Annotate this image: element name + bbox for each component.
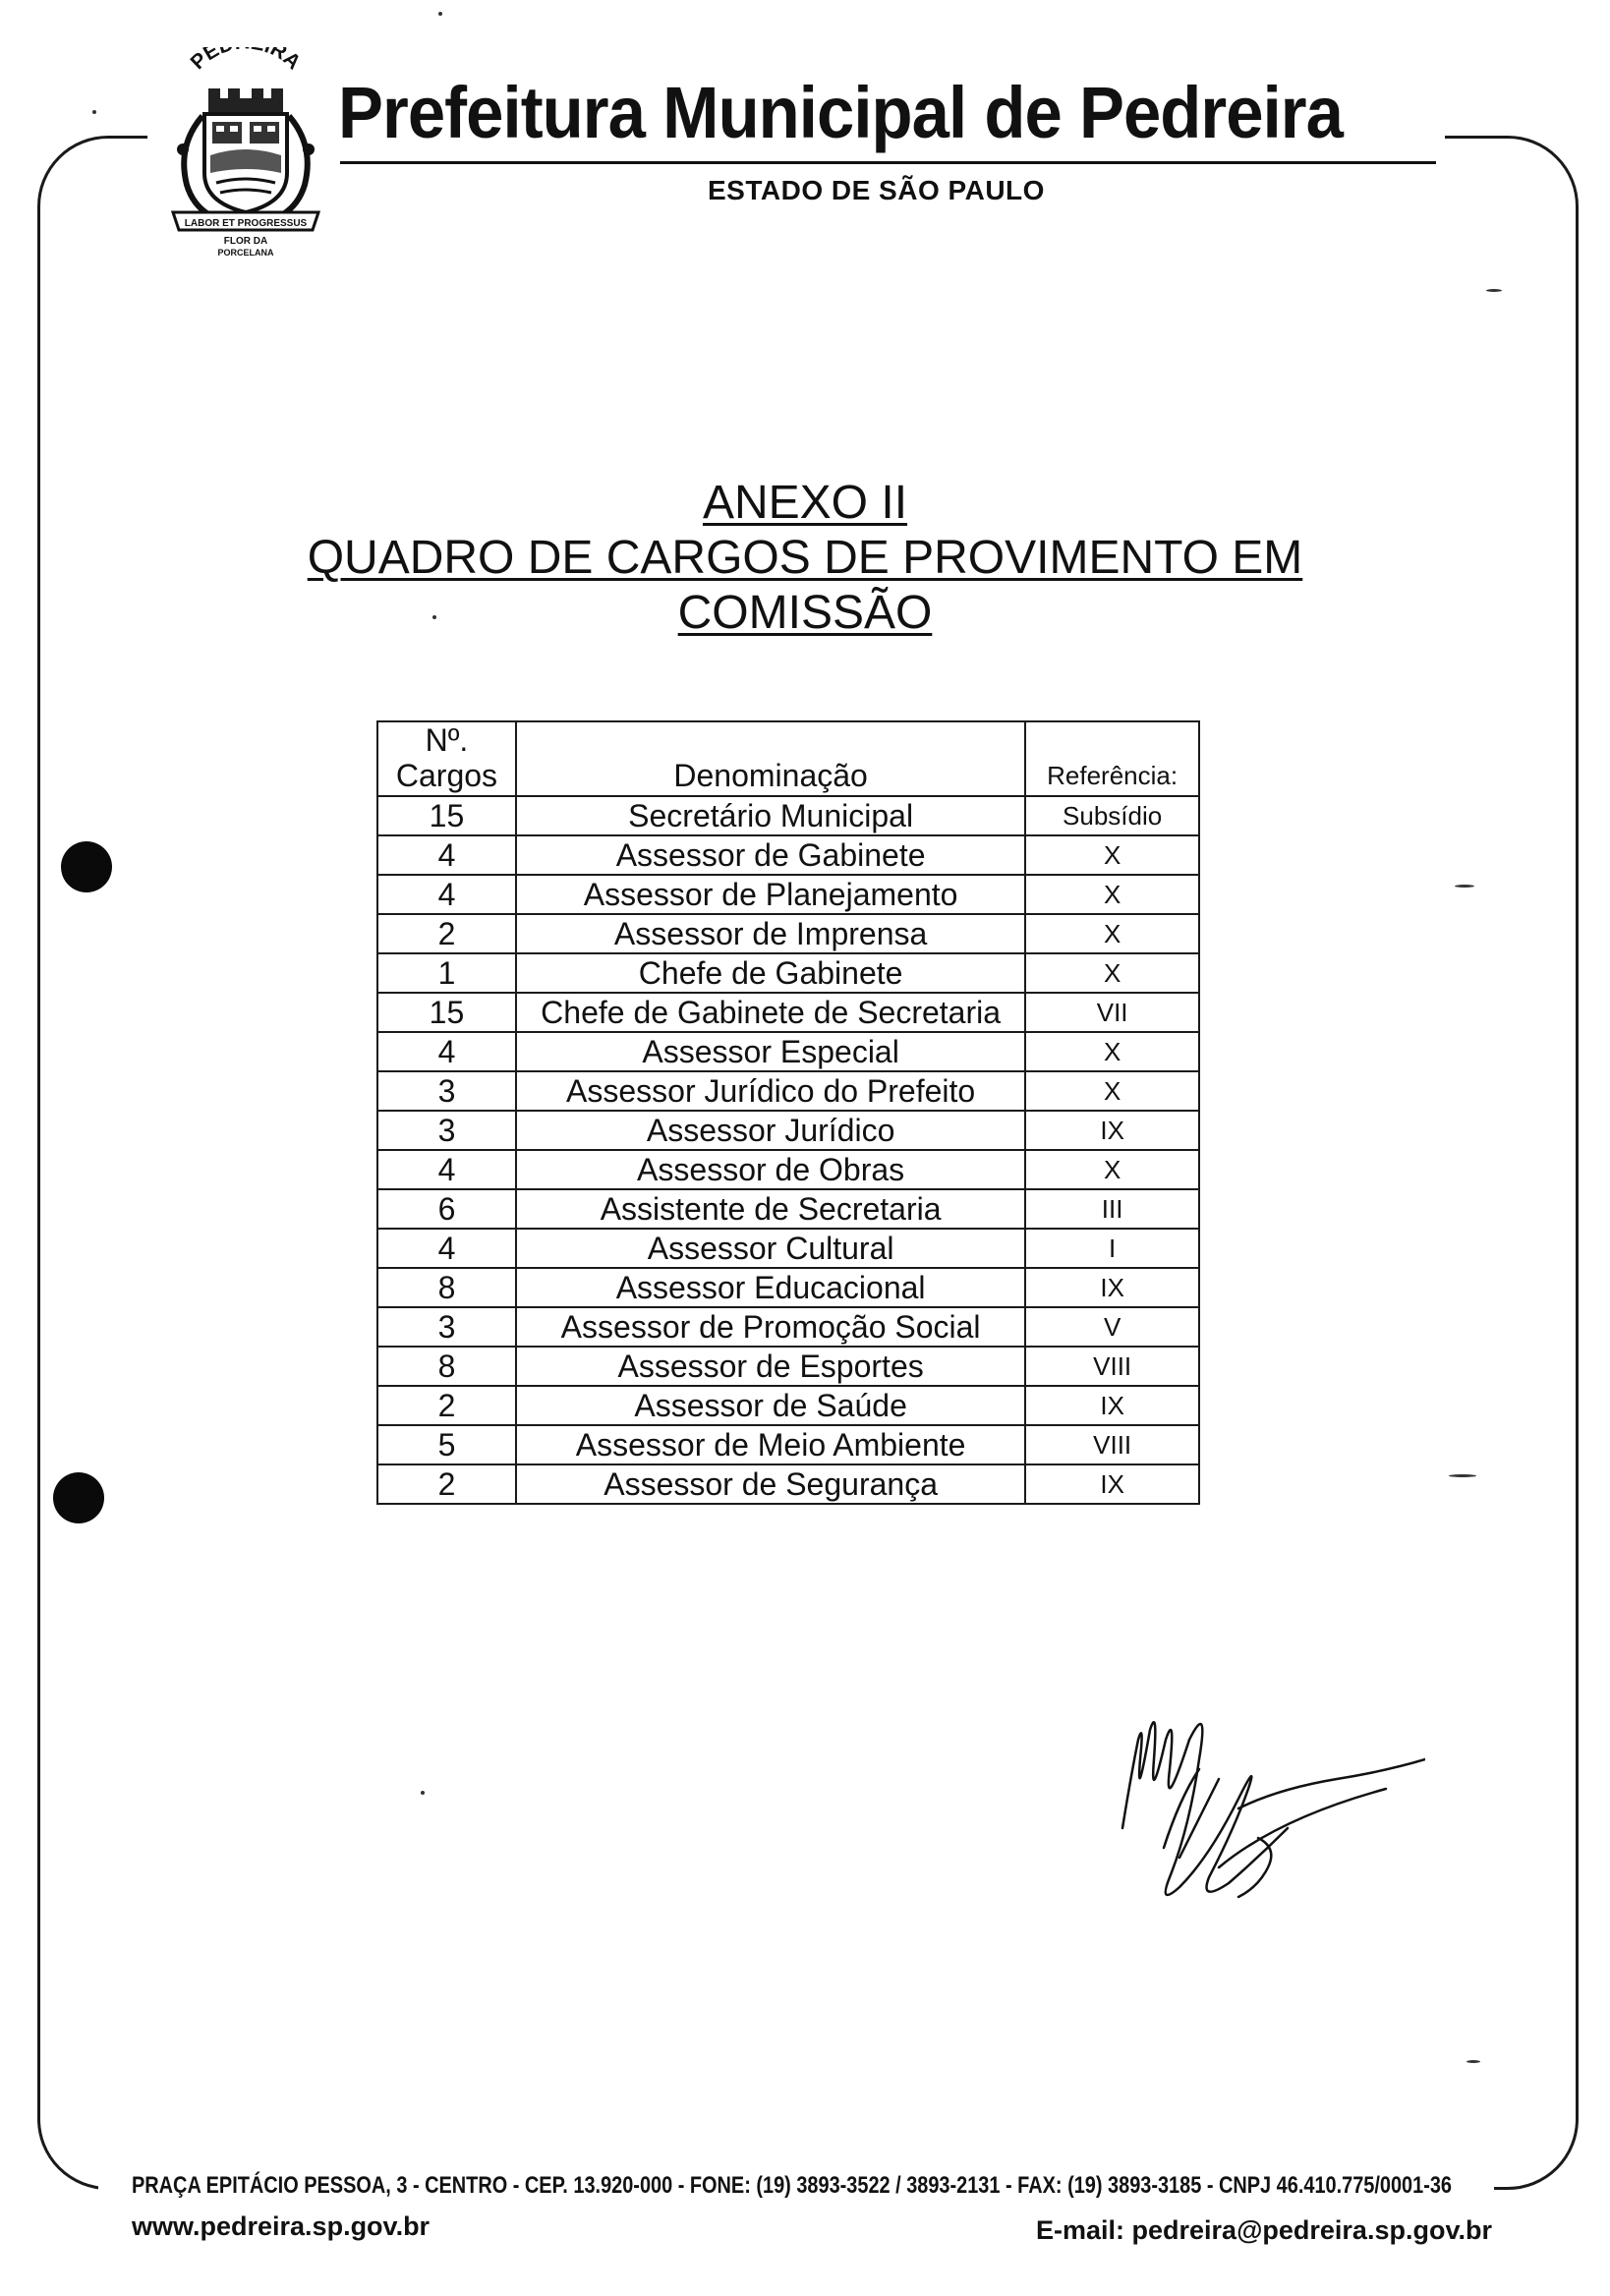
- cell-referencia: X: [1025, 1071, 1199, 1111]
- cell-referencia: X: [1025, 835, 1199, 875]
- table-row: [377, 1425, 1199, 1464]
- table-row: [377, 1464, 1199, 1504]
- table-row: [377, 1386, 1199, 1425]
- cell-num: 8: [377, 1268, 516, 1307]
- svg-text:PEDREIRA: [187, 47, 306, 74]
- annex-heading: [0, 476, 1610, 641]
- crest-subtitle-1: FLOR DA: [223, 236, 268, 247]
- footer-email-link[interactable]: E-mail: pedreira@pedreira.sp.gov.br: [1036, 2215, 1492, 2245]
- crest-subtitle-2: PORCELANA: [217, 248, 274, 258]
- scan-speck: [1466, 2060, 1480, 2063]
- cell-referencia: VII: [1025, 993, 1199, 1032]
- cell-referencia: X: [1025, 1032, 1199, 1071]
- cell-num: 4: [377, 1150, 516, 1189]
- table-row: [377, 796, 1199, 835]
- crest-motto: LABOR ET PROGRESSUS: [184, 218, 308, 229]
- table-row: [377, 1032, 1199, 1071]
- cell-referencia: V: [1025, 1307, 1199, 1347]
- cell-referencia: IX: [1025, 1386, 1199, 1425]
- cell-num: 2: [377, 1386, 516, 1425]
- punch-hole-top: [61, 841, 112, 892]
- cell-num: 3: [377, 1071, 516, 1111]
- footer-website-link[interactable]: www.pedreira.sp.gov.br: [132, 2211, 431, 2241]
- cell-denominacao: Assessor de Planejamento: [516, 875, 1025, 914]
- cell-denominacao: Chefe de Gabinete de Secretaria: [516, 993, 1025, 1032]
- header-denominacao: Denominação: [516, 721, 1025, 796]
- punch-hole-bottom: [53, 1472, 104, 1523]
- cell-num: 6: [377, 1189, 516, 1229]
- cell-denominacao: Assessor Jurídico: [516, 1111, 1025, 1150]
- cell-referencia: X: [1025, 914, 1199, 953]
- cell-denominacao: Assessor Jurídico do Prefeito: [516, 1071, 1025, 1111]
- cell-num: 15: [377, 993, 516, 1032]
- cell-denominacao: Chefe de Gabinete: [516, 953, 1025, 993]
- cell-denominacao: Assessor de Segurança: [516, 1464, 1025, 1504]
- cell-denominacao: Assistente de Secretaria: [516, 1189, 1025, 1229]
- cell-num: 4: [377, 835, 516, 875]
- cell-denominacao: Secretário Municipal: [516, 796, 1025, 835]
- scan-speck: [1486, 289, 1502, 292]
- cell-referencia: IX: [1025, 1464, 1199, 1504]
- cell-denominacao: Assessor Cultural: [516, 1229, 1025, 1268]
- cell-denominacao: Assessor de Imprensa: [516, 914, 1025, 953]
- table-row: [377, 1189, 1199, 1229]
- cell-referencia: III: [1025, 1189, 1199, 1229]
- table-row: [377, 914, 1199, 953]
- table-row: [377, 1229, 1199, 1268]
- table-row: [377, 993, 1199, 1032]
- table-row: [377, 1150, 1199, 1189]
- cell-num: 15: [377, 796, 516, 835]
- annex-subtitle-line1: QUADRO DE CARGOS DE PROVIMENTO EM: [307, 532, 1303, 584]
- cell-num: 4: [377, 1032, 516, 1071]
- cell-denominacao: Assessor Especial: [516, 1032, 1025, 1071]
- footer-address: PRAÇA EPITÁCIO PESSOA, 3 - CENTRO - CEP. 13.920-000 - FONE: (19) 3893-3522 / 3893-2131 - FAX: (19) 3893-3185 - CNPJ 46.410.775/0001-36: [132, 2172, 1453, 2199]
- page-title: Prefeitura Municipal de Pedreira: [338, 72, 1343, 153]
- table-row: [377, 1268, 1199, 1307]
- cell-denominacao: Assessor de Obras: [516, 1150, 1025, 1189]
- scan-speck: [1449, 1474, 1476, 1477]
- cell-referencia: X: [1025, 875, 1199, 914]
- title-underline: [340, 161, 1436, 164]
- annex-subtitle-line2: COMISSÃO: [677, 587, 933, 639]
- cell-num: 3: [377, 1111, 516, 1150]
- cell-num: 1: [377, 953, 516, 993]
- cell-referencia: X: [1025, 953, 1199, 993]
- cell-referencia: VIII: [1025, 1347, 1199, 1386]
- header-num-cargos: Nº. Cargos: [377, 721, 516, 796]
- scan-speck: [432, 615, 436, 619]
- cell-denominacao: Assessor de Gabinete: [516, 835, 1025, 875]
- cell-num: 5: [377, 1425, 516, 1464]
- crest-city-name: PE RA: [186, 47, 306, 75]
- table-row: [377, 1111, 1199, 1150]
- signature-icon: [1111, 1700, 1425, 1926]
- cell-num: 2: [377, 914, 516, 953]
- annex-title: ANEXO II: [702, 477, 908, 529]
- table-row: [377, 1071, 1199, 1111]
- municipal-crest-icon: [147, 47, 344, 258]
- scan-speck: [92, 110, 96, 114]
- table-header-row: [377, 721, 1199, 796]
- cell-num: 3: [377, 1307, 516, 1347]
- cell-denominacao: Assessor de Esportes: [516, 1347, 1025, 1386]
- cell-denominacao: Assessor de Meio Ambiente: [516, 1425, 1025, 1464]
- cell-num: 4: [377, 1229, 516, 1268]
- scan-speck: [1455, 885, 1474, 888]
- cell-num: 8: [377, 1347, 516, 1386]
- table-row: [377, 1347, 1199, 1386]
- cell-referencia: VIII: [1025, 1425, 1199, 1464]
- cell-num: 4: [377, 875, 516, 914]
- cell-referencia: Subsídio: [1025, 796, 1199, 835]
- scan-speck: [438, 12, 442, 16]
- table-row: [377, 835, 1199, 875]
- cell-num: 2: [377, 1464, 516, 1504]
- cell-referencia: IX: [1025, 1111, 1199, 1150]
- table-row: [377, 1307, 1199, 1347]
- scan-speck: [421, 1791, 425, 1795]
- cell-denominacao: Assessor de Promoção Social: [516, 1307, 1025, 1347]
- cell-referencia: I: [1025, 1229, 1199, 1268]
- cell-denominacao: Assessor de Saúde: [516, 1386, 1025, 1425]
- header-referencia: Referência:: [1025, 721, 1199, 796]
- table-row: [377, 953, 1199, 993]
- cell-referencia: IX: [1025, 1268, 1199, 1307]
- cell-denominacao: Assessor Educacional: [516, 1268, 1025, 1307]
- positions-table: [376, 720, 1200, 1505]
- state-subtitle: ESTADO DE SÃO PAULO: [708, 175, 1045, 205]
- table-row: [377, 875, 1199, 914]
- cell-referencia: X: [1025, 1150, 1199, 1189]
